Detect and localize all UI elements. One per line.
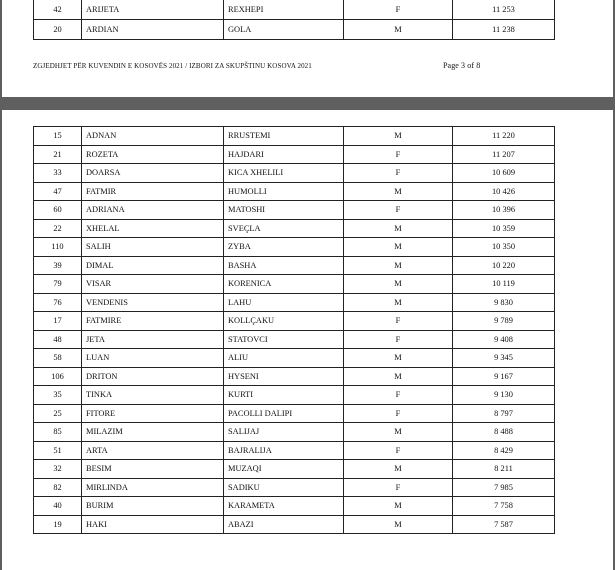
- candidate-number: 20: [34, 20, 82, 40]
- last-name: KARAMETA: [224, 497, 344, 516]
- last-name: HAJDARI: [224, 145, 344, 164]
- table-row: [34, 256, 555, 275]
- table-row: [34, 441, 555, 460]
- vote-count: 7 587: [453, 515, 555, 534]
- candidate-number: 82: [34, 478, 82, 497]
- table-row: [34, 201, 555, 220]
- gender: M: [344, 349, 453, 368]
- last-name: MUZAQI: [224, 460, 344, 479]
- gender: F: [344, 404, 453, 423]
- vote-count: 10 426: [453, 182, 555, 201]
- footer-title: ZGJEDHJET PËR KUVENDIN E KOSOVËS 2021 / IZBORI ZA SKUPŠTINU KOSOVA 2021: [33, 62, 312, 70]
- candidate-number: 85: [34, 423, 82, 442]
- last-name: SVEÇLA: [224, 219, 344, 238]
- last-name: PACOLLI DALIPI: [224, 404, 344, 423]
- vote-count: 8 211: [453, 460, 555, 479]
- candidate-number: 19: [34, 515, 82, 534]
- first-name: JETA: [82, 330, 224, 349]
- gender: F: [344, 312, 453, 331]
- table-row: [34, 478, 555, 497]
- first-name: ARTA: [82, 441, 224, 460]
- page-number: Page 3 of 8: [443, 61, 481, 70]
- first-name: ARIJETA: [82, 0, 224, 20]
- candidate-number: 25: [34, 404, 82, 423]
- gender: F: [344, 201, 453, 220]
- gender: F: [344, 478, 453, 497]
- candidate-number: 21: [34, 145, 82, 164]
- vote-count: 10 350: [453, 238, 555, 257]
- candidate-number: 60: [34, 201, 82, 220]
- gender: M: [344, 275, 453, 294]
- candidate-number: 22: [34, 219, 82, 238]
- last-name: HYSENI: [224, 367, 344, 386]
- table-row: [34, 386, 555, 405]
- candidate-number: 76: [34, 293, 82, 312]
- candidate-number: 106: [34, 367, 82, 386]
- first-name: FITORE: [82, 404, 224, 423]
- first-name: ADRIANA: [82, 201, 224, 220]
- gender: F: [344, 145, 453, 164]
- table-row: [34, 460, 555, 479]
- first-name: BURIM: [82, 497, 224, 516]
- first-name: XHELAL: [82, 219, 224, 238]
- vote-count: 10 609: [453, 164, 555, 183]
- first-name: ADNAN: [82, 127, 224, 146]
- vote-count: 7 985: [453, 478, 555, 497]
- last-name: KICA XHELILI: [224, 164, 344, 183]
- vote-count: 9 167: [453, 367, 555, 386]
- candidate-number: 35: [34, 386, 82, 405]
- gender: M: [344, 293, 453, 312]
- vote-count: 7 758: [453, 497, 555, 516]
- first-name: HAKI: [82, 515, 224, 534]
- last-name: SADIKU: [224, 478, 344, 497]
- vote-count: 10 359: [453, 219, 555, 238]
- first-name: FATMIR: [82, 182, 224, 201]
- table-row: [34, 312, 555, 331]
- first-name: DRITON: [82, 367, 224, 386]
- page-separator: [0, 97, 615, 110]
- vote-count: 8 488: [453, 423, 555, 442]
- gender: M: [344, 367, 453, 386]
- candidate-number: 39: [34, 256, 82, 275]
- table-row: [34, 497, 555, 516]
- last-name: STATOVCI: [224, 330, 344, 349]
- last-name: ABAZI: [224, 515, 344, 534]
- gender: M: [344, 238, 453, 257]
- table-row: [34, 0, 555, 20]
- vote-count: 11 253: [453, 0, 555, 20]
- gender: F: [344, 330, 453, 349]
- first-name: DOARSA: [82, 164, 224, 183]
- first-name: DIMAL: [82, 256, 224, 275]
- gender: F: [344, 386, 453, 405]
- table-row: [34, 275, 555, 294]
- document-page-bottom: [2, 110, 613, 570]
- candidate-number: 40: [34, 497, 82, 516]
- table-row: [34, 238, 555, 257]
- table-row: [34, 367, 555, 386]
- candidate-number: 110: [34, 238, 82, 257]
- vote-count: 9 345: [453, 349, 555, 368]
- first-name: ROZETA: [82, 145, 224, 164]
- last-name: HUMOLLI: [224, 182, 344, 201]
- first-name: BESIM: [82, 460, 224, 479]
- candidate-number: 17: [34, 312, 82, 331]
- candidate-number: 15: [34, 127, 82, 146]
- first-name: ARDIAN: [82, 20, 224, 40]
- table-row: [34, 145, 555, 164]
- last-name: KORENICA: [224, 275, 344, 294]
- gender: M: [344, 460, 453, 479]
- table-row: [34, 404, 555, 423]
- gender: M: [344, 497, 453, 516]
- gender: F: [344, 441, 453, 460]
- candidate-number: 47: [34, 182, 82, 201]
- last-name: BASHA: [224, 256, 344, 275]
- first-name: VENDENIS: [82, 293, 224, 312]
- candidate-table-top: [33, 0, 555, 40]
- candidate-number: 58: [34, 349, 82, 368]
- first-name: LUAN: [82, 349, 224, 368]
- table-row: [34, 293, 555, 312]
- first-name: MILAZIM: [82, 423, 224, 442]
- table-row: [34, 349, 555, 368]
- gender: M: [344, 219, 453, 238]
- table-row: [34, 423, 555, 442]
- candidate-number: 42: [34, 0, 82, 20]
- gender: M: [344, 182, 453, 201]
- vote-count: 10 220: [453, 256, 555, 275]
- candidate-number: 51: [34, 441, 82, 460]
- vote-count: 9 830: [453, 293, 555, 312]
- vote-count: 10 119: [453, 275, 555, 294]
- gender: M: [344, 256, 453, 275]
- table-row: [34, 219, 555, 238]
- candidate-number: 48: [34, 330, 82, 349]
- last-name: KOLLÇAKU: [224, 312, 344, 331]
- table-row: [34, 515, 555, 534]
- gender: F: [344, 164, 453, 183]
- vote-count: 11 238: [453, 20, 555, 40]
- last-name: MATOSHI: [224, 201, 344, 220]
- vote-count: 9 130: [453, 386, 555, 405]
- table-row: [34, 127, 555, 146]
- last-name: LAHU: [224, 293, 344, 312]
- vote-count: 8 429: [453, 441, 555, 460]
- last-name: ZYBA: [224, 238, 344, 257]
- last-name: SALIJAJ: [224, 423, 344, 442]
- last-name: GOLA: [224, 20, 344, 40]
- last-name: ALIU: [224, 349, 344, 368]
- candidate-number: 79: [34, 275, 82, 294]
- first-name: MIRLINDA: [82, 478, 224, 497]
- gender: M: [344, 515, 453, 534]
- gender: M: [344, 127, 453, 146]
- vote-count: 9 789: [453, 312, 555, 331]
- candidate-number: 33: [34, 164, 82, 183]
- candidate-number: 32: [34, 460, 82, 479]
- gender: M: [344, 423, 453, 442]
- vote-count: 11 220: [453, 127, 555, 146]
- last-name: REXHEPI: [224, 0, 344, 20]
- first-name: VISAR: [82, 275, 224, 294]
- table-row: [34, 164, 555, 183]
- first-name: TINKA: [82, 386, 224, 405]
- table-row: [34, 20, 555, 40]
- table-row: [34, 182, 555, 201]
- vote-count: 11 207: [453, 145, 555, 164]
- vote-count: 10 396: [453, 201, 555, 220]
- table-row: [34, 330, 555, 349]
- first-name: FATMIRE: [82, 312, 224, 331]
- vote-count: 9 408: [453, 330, 555, 349]
- document-page-top: [2, 0, 613, 97]
- gender: M: [344, 20, 453, 40]
- first-name: SALIH: [82, 238, 224, 257]
- vote-count: 8 797: [453, 404, 555, 423]
- last-name: BAJRALIJA: [224, 441, 344, 460]
- gender: F: [344, 0, 453, 20]
- last-name: RRUSTEMI: [224, 127, 344, 146]
- candidate-table-bottom: [33, 126, 555, 534]
- last-name: KURTI: [224, 386, 344, 405]
